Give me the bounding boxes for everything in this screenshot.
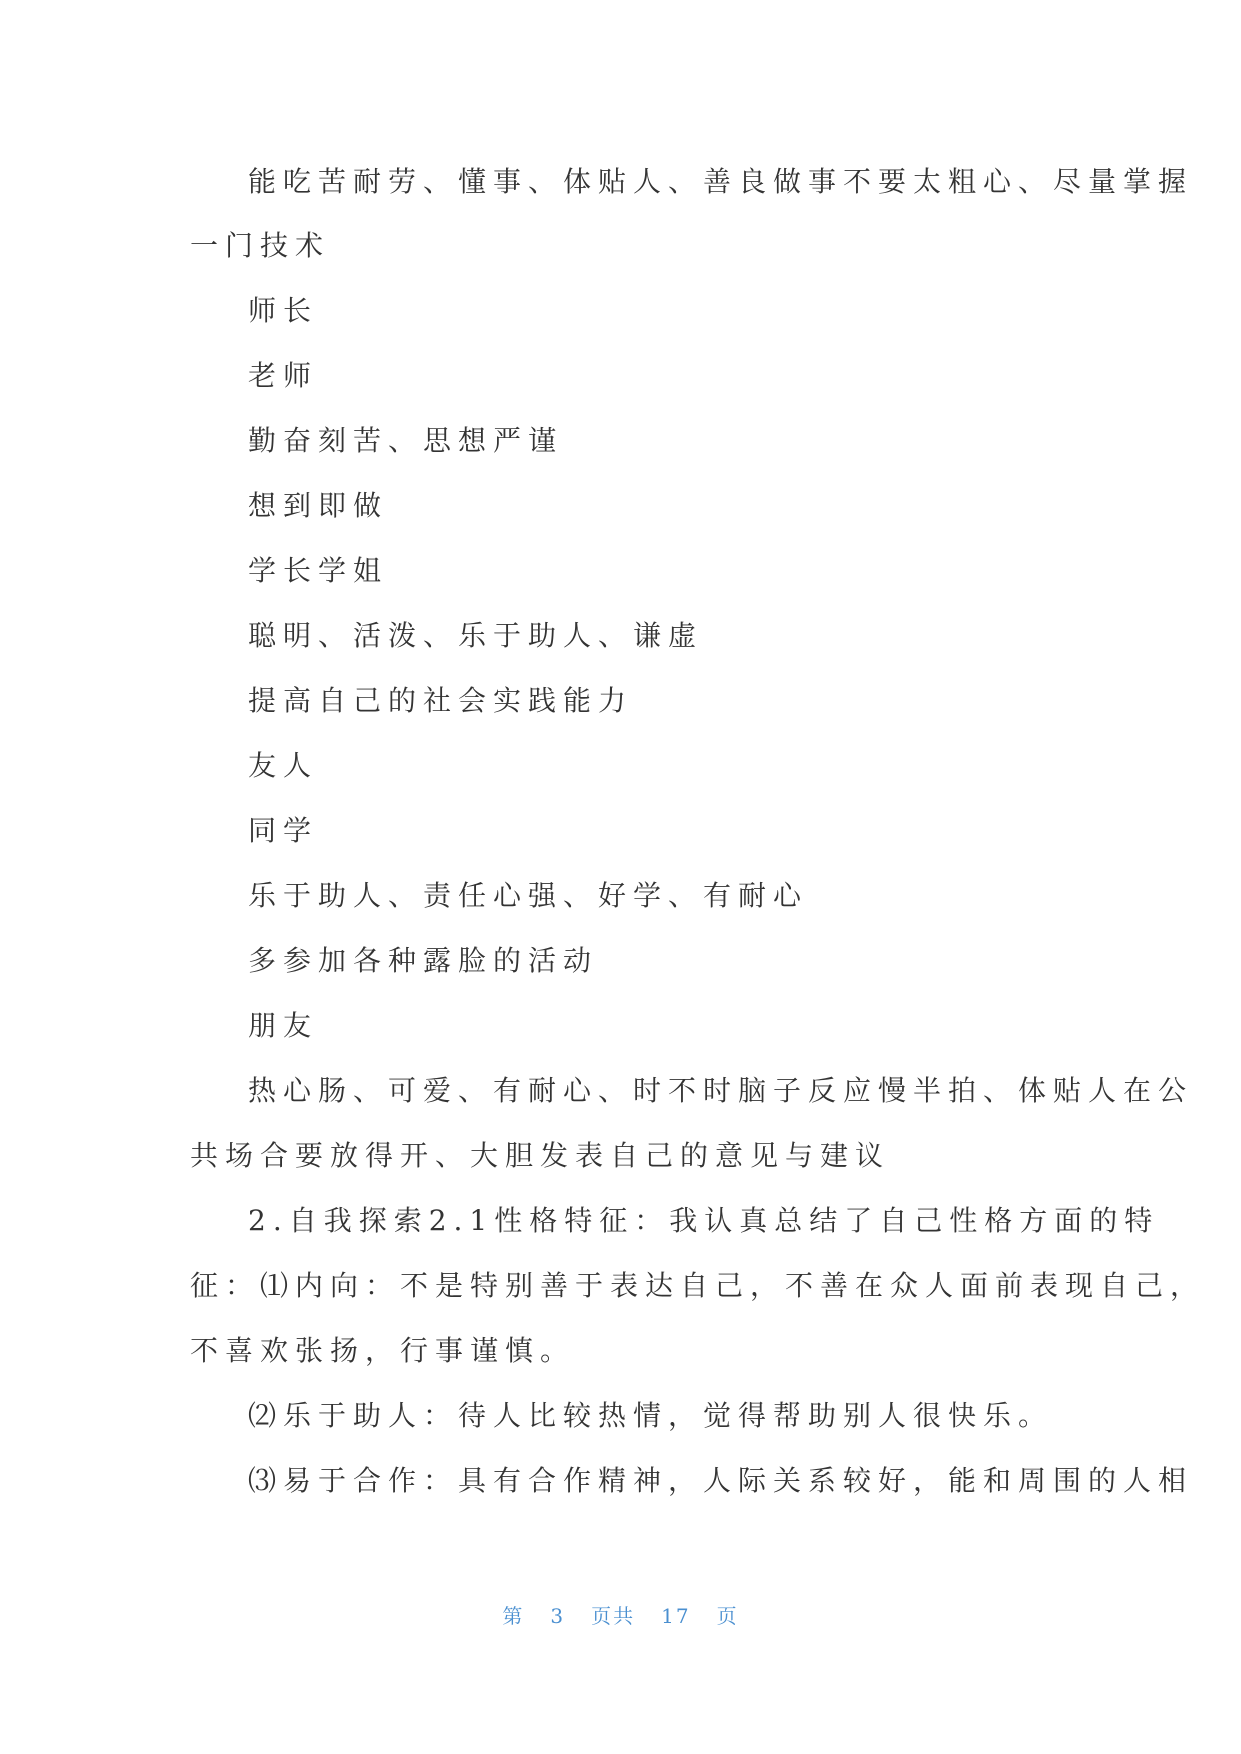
text-line: 同学 [248,814,319,847]
text-line: 勤奋刻苦、思想严谨 [248,424,564,457]
footer-current-page: 3 [550,1604,566,1628]
footer-suffix: 页 [716,1604,739,1628]
text-line: 征：⑴内向：不是特别善于表达自己，不善在众人面前表现自己， [190,1269,1206,1302]
text-line: 提高自己的社会实践能力 [248,684,634,717]
text-line: 想到即做 [248,489,389,522]
text-line: 热心肠、可爱、有耐心、时不时脑子反应慢半拍、体贴人在公 [248,1074,1194,1107]
text-line: 朋友 [248,1009,319,1042]
text-line: 乐于助人、责任心强、好学、有耐心 [248,879,809,912]
text-line: 共场合要放得开、大胆发表自己的意见与建议 [190,1139,891,1172]
text-line: 老师 [248,359,319,392]
text-line: 能吃苦耐劳、懂事、体贴人、善良做事不要太粗心、尽量掌握 [248,165,1194,198]
page-footer [0,1600,1241,1629]
text-line: ⑶易于合作：具有合作精神，人际关系较好，能和周围的人相 [248,1464,1194,1497]
footer-total-pages: 17 [661,1604,691,1628]
text-line: 友人 [248,749,319,782]
text-line: 聪明、活泼、乐于助人、谦虚 [248,619,704,652]
footer-middle: 页共 [591,1604,636,1628]
text-line: 2.自我探索2.1性格特征：我认真总结了自己性格方面的特 [248,1204,1160,1237]
text-line: 师长 [248,294,319,327]
text-line: ⑵乐于助人：待人比较热情，觉得帮助别人很快乐。 [248,1399,1054,1432]
footer-prefix: 第 [502,1604,525,1628]
text-line: 多参加各种露脸的活动 [248,944,599,977]
text-line: 一门技术 [190,229,331,262]
text-line: 学长学姐 [248,554,389,587]
text-line: 不喜欢张扬，行事谨慎。 [190,1334,576,1367]
